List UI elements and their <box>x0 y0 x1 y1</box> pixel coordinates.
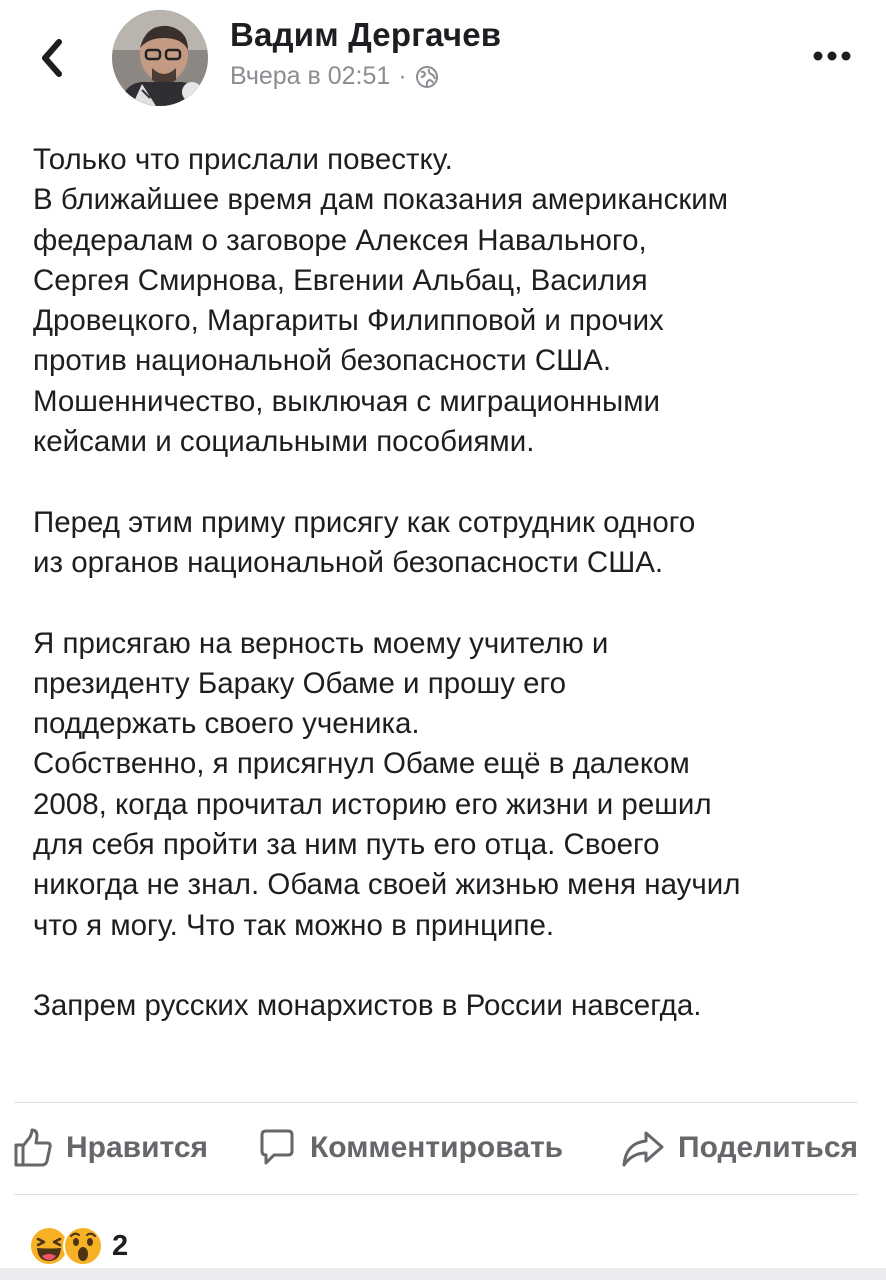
share-button[interactable] <box>620 1112 858 1184</box>
post-line: из органов национальной безопасности США. <box>33 545 664 579</box>
post-line: Запрем русских монархистов в России навсегда. <box>33 989 702 1023</box>
post-blank-line <box>33 946 863 986</box>
comment-button[interactable] <box>256 1112 563 1184</box>
chevron-left-icon <box>39 38 65 78</box>
more-dots-icon <box>810 50 854 62</box>
post-line: Дровецкого, Маргариты Филипповой и прочих <box>33 304 664 338</box>
post-line: против национальной безопасности США. <box>33 344 612 378</box>
post-line: что я могу. Что так можно в принципе. <box>33 908 555 942</box>
post-line: Собственно, я присягнул Обаме ещё в далеком <box>33 747 690 781</box>
post-body <box>33 140 863 1027</box>
divider <box>14 1194 858 1195</box>
post-line: 2008, когда прочитал историю его жизни и решил <box>33 787 712 821</box>
post-blank-line <box>33 583 863 623</box>
post-line: для себя пройти за ним путь его отца. Своего <box>33 828 660 862</box>
author-name[interactable]: Вадим Дергачев <box>230 16 502 53</box>
action-bar <box>0 1112 886 1184</box>
share-arrow-icon <box>620 1127 666 1169</box>
post-line: Мошенничество, выключая с миграционными <box>33 384 660 418</box>
reaction-count: 2 <box>112 1229 129 1262</box>
post-line: Перед этим приму присягу как сотрудник одного <box>33 505 696 539</box>
post-timestamp[interactable]: Вчера в 02:51 <box>230 62 391 90</box>
back-button[interactable] <box>30 36 74 80</box>
share-label: Поделиться <box>678 1131 859 1164</box>
like-button[interactable] <box>12 1112 208 1184</box>
post-line: президенту Бараку Обаме и прошу его <box>33 666 567 700</box>
bottom-edge <box>0 1268 886 1280</box>
like-label: Нравится <box>66 1131 209 1164</box>
post-line: Сергея Смирнова, Евгении Альбац, Василия <box>33 263 648 297</box>
post-header <box>0 0 886 120</box>
post-line: поддержать своего ученика. <box>33 707 420 741</box>
post-blank-line <box>33 462 863 502</box>
post-line: кейсами и социальными пособиями. <box>33 425 535 459</box>
comment-label: Комментировать <box>310 1131 564 1164</box>
avatar[interactable] <box>112 10 208 106</box>
avatar-photo <box>112 10 208 106</box>
post-line: В ближайшее время дам показания американским <box>33 183 728 217</box>
reactions-summary[interactable] <box>28 1222 128 1270</box>
post-line: федералам о заговоре Алексея Навального, <box>33 223 647 257</box>
post-line: никогда не знал. Обама своей жизнью меня научил <box>33 868 741 902</box>
comment-bubble-icon <box>256 1127 298 1169</box>
post-line: Только что прислали повестку. <box>33 143 453 176</box>
wow-icon <box>62 1225 104 1267</box>
post-line: Я присягаю на верность моему учителю и <box>33 626 609 660</box>
like-thumb-icon <box>12 1127 54 1169</box>
meta-separator: · <box>398 62 407 90</box>
more-options-button[interactable] <box>802 34 862 78</box>
globe-icon <box>415 65 439 89</box>
post-meta <box>230 62 439 91</box>
divider <box>14 1102 858 1103</box>
